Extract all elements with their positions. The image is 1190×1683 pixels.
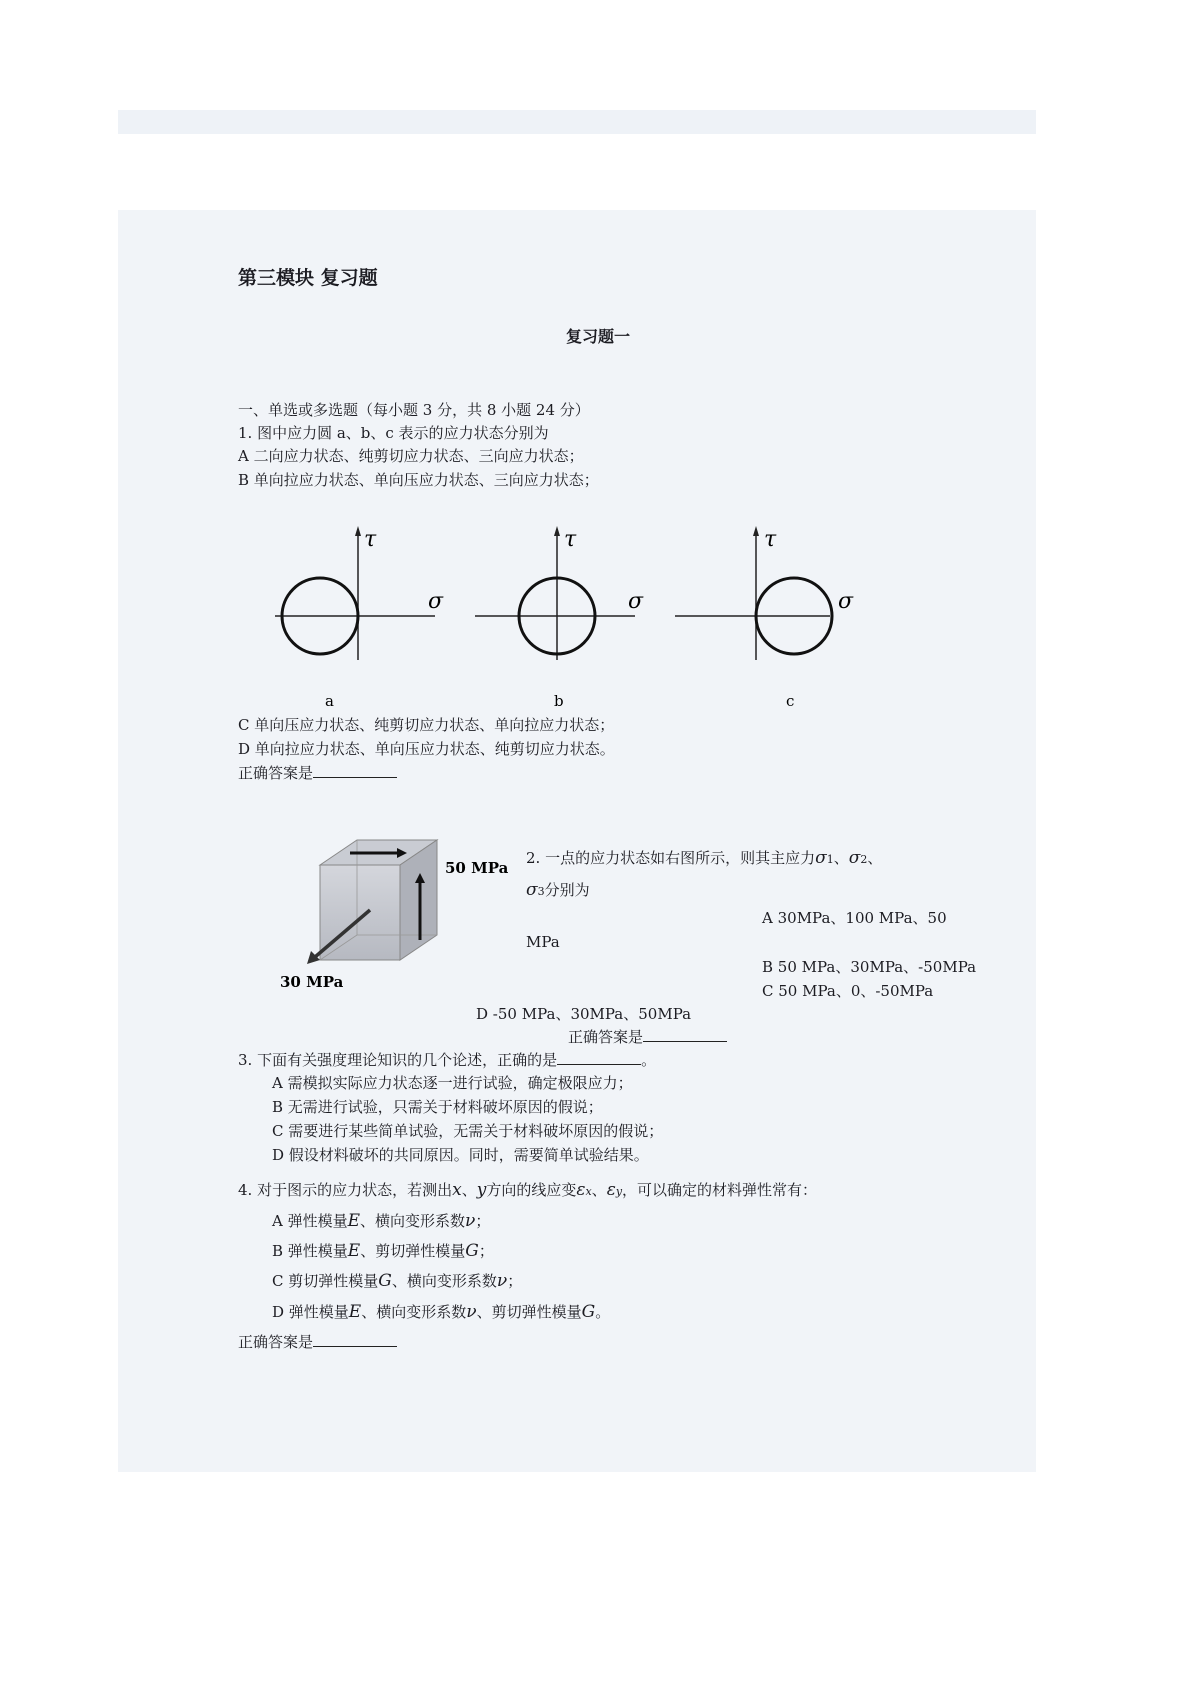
mohr-circle-a [275,526,444,710]
part-one-header: 一、单选或多选题（每小题 3 分，共 8 小题 24 分） [238,401,590,419]
q4-option-d [272,1302,610,1322]
tau-label-a: τ [364,527,377,552]
separator-2: 、 [867,849,883,867]
q3-stem-suffix: 。 [641,1051,657,1069]
stress-label-50mpa: 50 MPa [445,859,509,877]
y-symbol: y [476,1180,487,1200]
x-symbol: x [452,1180,462,1200]
epsilon-y-symbol: ε [606,1180,616,1200]
q2-option-d: D -50 MPa、30MPa、50MPa [476,1005,692,1023]
q2-stem-prefix: 2. 一点的应力状态如右图所示，则其主应力 [526,849,816,867]
caption-c: c [786,692,795,710]
q4-option-c [272,1271,522,1291]
q4-d-text3: 、剪切弹性模量 [476,1303,582,1321]
q2-stem-line2 [526,880,590,902]
q4-d-text1: D 弹性模量 [272,1303,349,1321]
caption-a: a [325,692,334,710]
sigma3-symbol: σ [526,880,538,900]
q3-option-d: D 假设材料破坏的共同原因。同时，需要简单试验结果。 [272,1146,649,1164]
scan-margin-strip [118,110,1036,134]
q1-mohr-circles-figure [270,520,870,710]
q1-answer-blank[interactable] [313,763,397,778]
q3-option-a: A 需模拟实际应力状态逐一进行试验，确定极限应力； [272,1074,633,1092]
q2-answer-line [568,1027,727,1047]
nu-symbol: ν [466,1302,477,1322]
sigma2-subscript: 2 [860,853,868,866]
q2-option-c: C 50 MPa、0、-50MPa [762,982,934,1000]
q4-c-end: ； [507,1272,523,1290]
tau-label-b: τ [564,527,577,552]
q2-option-a-line2: MPa [526,933,560,951]
q4-sep-1: 、 [461,1181,477,1199]
G-symbol: G [465,1241,479,1261]
q4-option-a [272,1211,490,1231]
tau-label-c: τ [764,527,777,552]
sigma-label-c: σ [838,589,854,614]
epsilon-y-subscript: y [615,1185,623,1198]
epsilon-x-subscript: x [585,1185,592,1198]
q2-answer-label: 正确答案是 [568,1028,644,1046]
q1-option-b: B 单向拉应力状态、单向压应力状态、三向应力状态； [238,471,599,489]
G-symbol: G [378,1271,392,1291]
q4-b-text1: B 弹性模量 [272,1242,348,1260]
q2-option-b: B 50 MPa、30MPa、-50MPa [762,958,977,976]
q4-a-end: ； [475,1212,491,1230]
sigma2-symbol: σ [848,848,861,868]
q4-sep-2: 、 [591,1181,607,1199]
section-title: 复习题一 [566,327,631,346]
sigma1-subscript: 1 [826,853,834,866]
q1-option-d: D 单向拉应力状态、单向压应力状态、纯剪切应力状态。 [238,740,615,758]
sigma3-subscript: 3 [537,885,545,898]
q4-a-text2: 、横向变形系数 [360,1212,466,1230]
mohr-circle-b [475,526,644,710]
q4-stem-part3: ，可以确定的材料弹性常有： [622,1181,818,1199]
q4-stem-part2: 方向的线应变 [486,1181,577,1199]
q4-stem [238,1180,817,1202]
q4-c-text1: C 剪切弹性模量 [272,1272,379,1290]
q4-a-text1: A 弹性模量 [272,1212,348,1230]
sigma-label-b: σ [628,589,644,614]
q2-answer-blank[interactable] [643,1027,727,1042]
E-symbol: E [347,1211,361,1231]
q4-d-text2: 、横向变形系数 [361,1303,467,1321]
q4-option-b [272,1241,494,1261]
caption-b: b [554,692,564,710]
q2-stem-suffix: 分别为 [544,881,590,899]
q1-answer-line [238,763,397,783]
q4-stem-part1: 4. 对于图示的应力状态，若测出 [238,1181,453,1199]
q2-option-a-line1: A 30MPa、100 MPa、50 [762,909,947,927]
q4-d-end: 。 [595,1303,611,1321]
q3-answer-blank[interactable] [557,1050,641,1065]
q4-answer-line [238,1332,397,1352]
q1-stem: 1. 图中应力圆 a、b、c 表示的应力状态分别为 [238,424,549,442]
epsilon-x-symbol: ε [576,1180,586,1200]
nu-symbol: ν [465,1211,476,1231]
E-symbol: E [347,1241,361,1261]
nu-symbol: ν [496,1271,508,1291]
q1-option-c: C 单向压应力状态、纯剪切应力状态、单向拉应力状态； [238,716,615,734]
sigma1-symbol: σ [815,848,827,868]
mohr-circle-c [675,526,854,710]
module-title: 第三模块 复习题 [238,267,378,289]
sigma-label-a: σ [428,589,444,614]
G-symbol: G [581,1302,596,1322]
q4-b-end: ； [478,1242,494,1260]
q4-c-text2: 、横向变形系数 [391,1272,497,1290]
q3-option-c: C 需要进行某些简单试验，无需关于材料破坏原因的假说； [272,1122,664,1140]
q4-b-text2: 、剪切弹性模量 [360,1242,466,1260]
stress-label-30mpa: 30 MPa [280,973,344,991]
q3-stem [238,1050,656,1070]
q4-answer-label: 正确答案是 [238,1333,314,1351]
q3-stem-prefix: 3. 下面有关强度理论知识的几个论述，正确的是 [238,1051,558,1069]
q4-answer-blank[interactable] [313,1332,397,1347]
q1-answer-label: 正确答案是 [238,764,314,782]
E-symbol: E [348,1302,362,1322]
q3-option-b: B 无需进行试验，只需关于材料破坏原因的假说； [272,1098,603,1116]
q1-option-a: A 二向应力状态、纯剪切应力状态、三向应力状态； [238,447,584,465]
q2-stem-line1 [526,848,882,870]
separator-1: 、 [833,849,849,867]
q2-stress-cube-figure [275,835,515,995]
